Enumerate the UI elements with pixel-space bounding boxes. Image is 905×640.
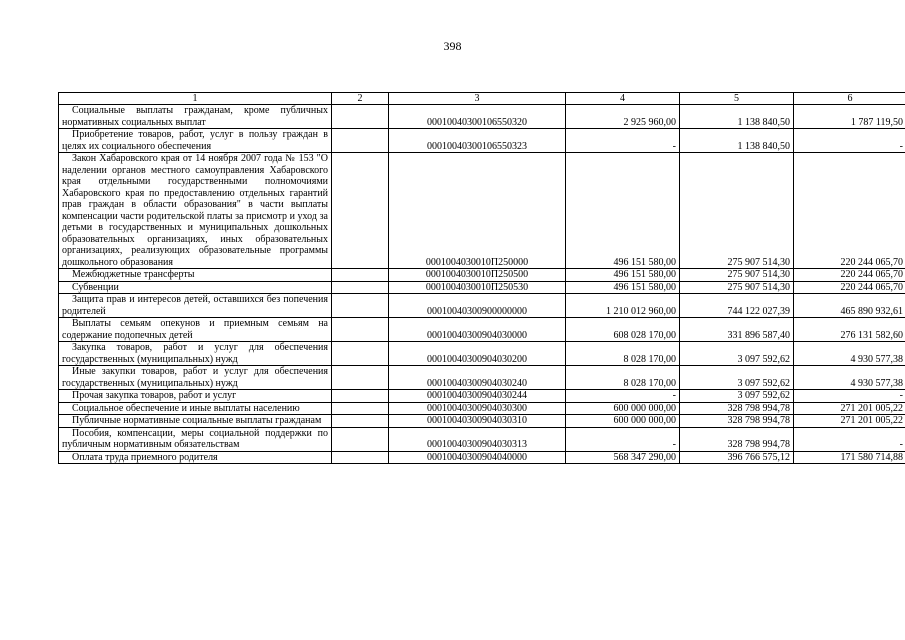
row-code: 00010040300106550320 <box>389 105 566 129</box>
row-code: 00010040300106550323 <box>389 129 566 153</box>
row-value-5: 328 798 994,78 <box>680 415 794 428</box>
row-name: Закупка товаров, работ и услуг для обеспечения государственных (муниципальных) нужд <box>59 342 332 366</box>
row-code: 0001004030010П250530 <box>389 281 566 294</box>
row-name: Защита прав и интересов детей, оставшихся без попечения родителей <box>59 294 332 318</box>
row-col2 <box>332 342 389 366</box>
row-code: 0001004030010П250000 <box>389 153 566 269</box>
row-value-5: 3 097 592,62 <box>680 390 794 403</box>
column-header: 3 <box>389 93 566 105</box>
row-value-6: 4 930 577,38 <box>794 366 905 390</box>
row-value-5: 3 097 592,62 <box>680 342 794 366</box>
row-value-6: 220 244 065,70 <box>794 153 905 269</box>
table-row <box>59 318 905 342</box>
row-col2 <box>332 105 389 129</box>
row-col2 <box>332 415 389 428</box>
row-code: 00010040300904030313 <box>389 427 566 451</box>
row-code: 00010040300904030244 <box>389 390 566 403</box>
row-name: Приобретение товаров, работ, услуг в пользу граждан в целях их социального обеспечения <box>59 129 332 153</box>
table-row <box>59 402 905 415</box>
column-header: 4 <box>566 93 680 105</box>
row-code: 00010040300904030000 <box>389 318 566 342</box>
column-header: 2 <box>332 93 389 105</box>
table-row <box>59 153 905 269</box>
row-code: 00010040300900000000 <box>389 294 566 318</box>
row-col2 <box>332 318 389 342</box>
row-code: 00010040300904030300 <box>389 402 566 415</box>
table-row <box>59 342 905 366</box>
row-value-4: 600 000 000,00 <box>566 415 680 428</box>
row-value-4: 8 028 170,00 <box>566 366 680 390</box>
header-row <box>59 93 905 105</box>
row-value-6: 465 890 932,61 <box>794 294 905 318</box>
row-col2 <box>332 129 389 153</box>
row-value-6: - <box>794 129 905 153</box>
row-col2 <box>332 390 389 403</box>
row-code: 00010040300904030240 <box>389 366 566 390</box>
row-value-4: - <box>566 390 680 403</box>
row-code: 00010040300904030200 <box>389 342 566 366</box>
row-name: Выплаты семьям опекунов и приемным семьям на содержание подопечных детей <box>59 318 332 342</box>
table-row <box>59 129 905 153</box>
row-value-4: 1 210 012 960,00 <box>566 294 680 318</box>
row-value-4: - <box>566 129 680 153</box>
table-row <box>59 451 905 464</box>
row-value-6: 271 201 005,22 <box>794 402 905 415</box>
column-header: 5 <box>680 93 794 105</box>
table-row <box>59 366 905 390</box>
column-header: 1 <box>59 93 332 105</box>
row-col2 <box>332 402 389 415</box>
table-row <box>59 415 905 428</box>
row-value-5: 744 122 027,39 <box>680 294 794 318</box>
row-col2 <box>332 427 389 451</box>
row-name: Оплата труда приемного родителя <box>59 451 332 464</box>
row-value-6: - <box>794 427 905 451</box>
row-name: Субвенции <box>59 281 332 294</box>
row-value-5: 1 138 840,50 <box>680 105 794 129</box>
table-row <box>59 294 905 318</box>
row-name: Закон Хабаровского края от 14 ноября 2007 года № 153 "О наделении органов местного самоуправления Хабаровского края отдельными государственными полномочиями Хабаровского края по предоставлению отдельных гарантий прав граждан в области образования" в части выплаты компенсации части родительской платы за присмотр и уход за детьми в государственных и муниципальных дошкольных образовательных организациях, иных образовательных организациях, реализующих образовательные программы дошкольного образования <box>59 153 332 269</box>
row-value-4: - <box>566 427 680 451</box>
row-value-6: 276 131 582,60 <box>794 318 905 342</box>
row-name: Прочая закупка товаров, работ и услуг <box>59 390 332 403</box>
row-value-6: 1 787 119,50 <box>794 105 905 129</box>
row-col2 <box>332 281 389 294</box>
row-value-4: 568 347 290,00 <box>566 451 680 464</box>
row-value-6: 220 244 065,70 <box>794 269 905 282</box>
row-value-5: 275 907 514,30 <box>680 269 794 282</box>
row-value-4: 496 151 580,00 <box>566 153 680 269</box>
column-header: 6 <box>794 93 905 105</box>
table-row <box>59 281 905 294</box>
row-value-4: 2 925 960,00 <box>566 105 680 129</box>
row-code: 00010040300904040000 <box>389 451 566 464</box>
row-value-4: 608 028 170,00 <box>566 318 680 342</box>
row-value-5: 328 798 994,78 <box>680 402 794 415</box>
row-value-5: 275 907 514,30 <box>680 153 794 269</box>
row-value-5: 331 896 587,40 <box>680 318 794 342</box>
row-code: 0001004030010П250500 <box>389 269 566 282</box>
row-value-5: 1 138 840,50 <box>680 129 794 153</box>
row-value-5: 275 907 514,30 <box>680 281 794 294</box>
row-code: 00010040300904030310 <box>389 415 566 428</box>
budget-table <box>58 92 905 464</box>
row-value-6: 271 201 005,22 <box>794 415 905 428</box>
row-value-4: 600 000 000,00 <box>566 402 680 415</box>
row-value-4: 496 151 580,00 <box>566 269 680 282</box>
table-row <box>59 269 905 282</box>
row-col2 <box>332 153 389 269</box>
table-row <box>59 105 905 129</box>
row-value-4: 8 028 170,00 <box>566 342 680 366</box>
row-value-6: 171 580 714,88 <box>794 451 905 464</box>
row-value-5: 396 766 575,12 <box>680 451 794 464</box>
row-name: Социальное обеспечение и иные выплаты населению <box>59 402 332 415</box>
row-value-5: 328 798 994,78 <box>680 427 794 451</box>
table-row <box>59 390 905 403</box>
page-number: 398 <box>443 39 462 53</box>
row-col2 <box>332 294 389 318</box>
row-name: Пособия, компенсации, меры социальной поддержки по публичным нормативным обязательствам <box>59 427 332 451</box>
table-row <box>59 427 905 451</box>
row-value-6: - <box>794 390 905 403</box>
row-col2 <box>332 269 389 282</box>
row-value-4: 496 151 580,00 <box>566 281 680 294</box>
row-value-6: 220 244 065,70 <box>794 281 905 294</box>
row-value-6: 4 930 577,38 <box>794 342 905 366</box>
row-col2 <box>332 366 389 390</box>
row-name: Социальные выплаты гражданам, кроме публичных нормативных социальных выплат <box>59 105 332 129</box>
row-value-5: 3 097 592,62 <box>680 366 794 390</box>
row-name: Межбюджетные трансферты <box>59 269 332 282</box>
row-name: Иные закупки товаров, работ и услуг для обеспечения государственных (муниципальных) нужд <box>59 366 332 390</box>
row-name: Публичные нормативные социальные выплаты гражданам <box>59 415 332 428</box>
row-col2 <box>332 451 389 464</box>
